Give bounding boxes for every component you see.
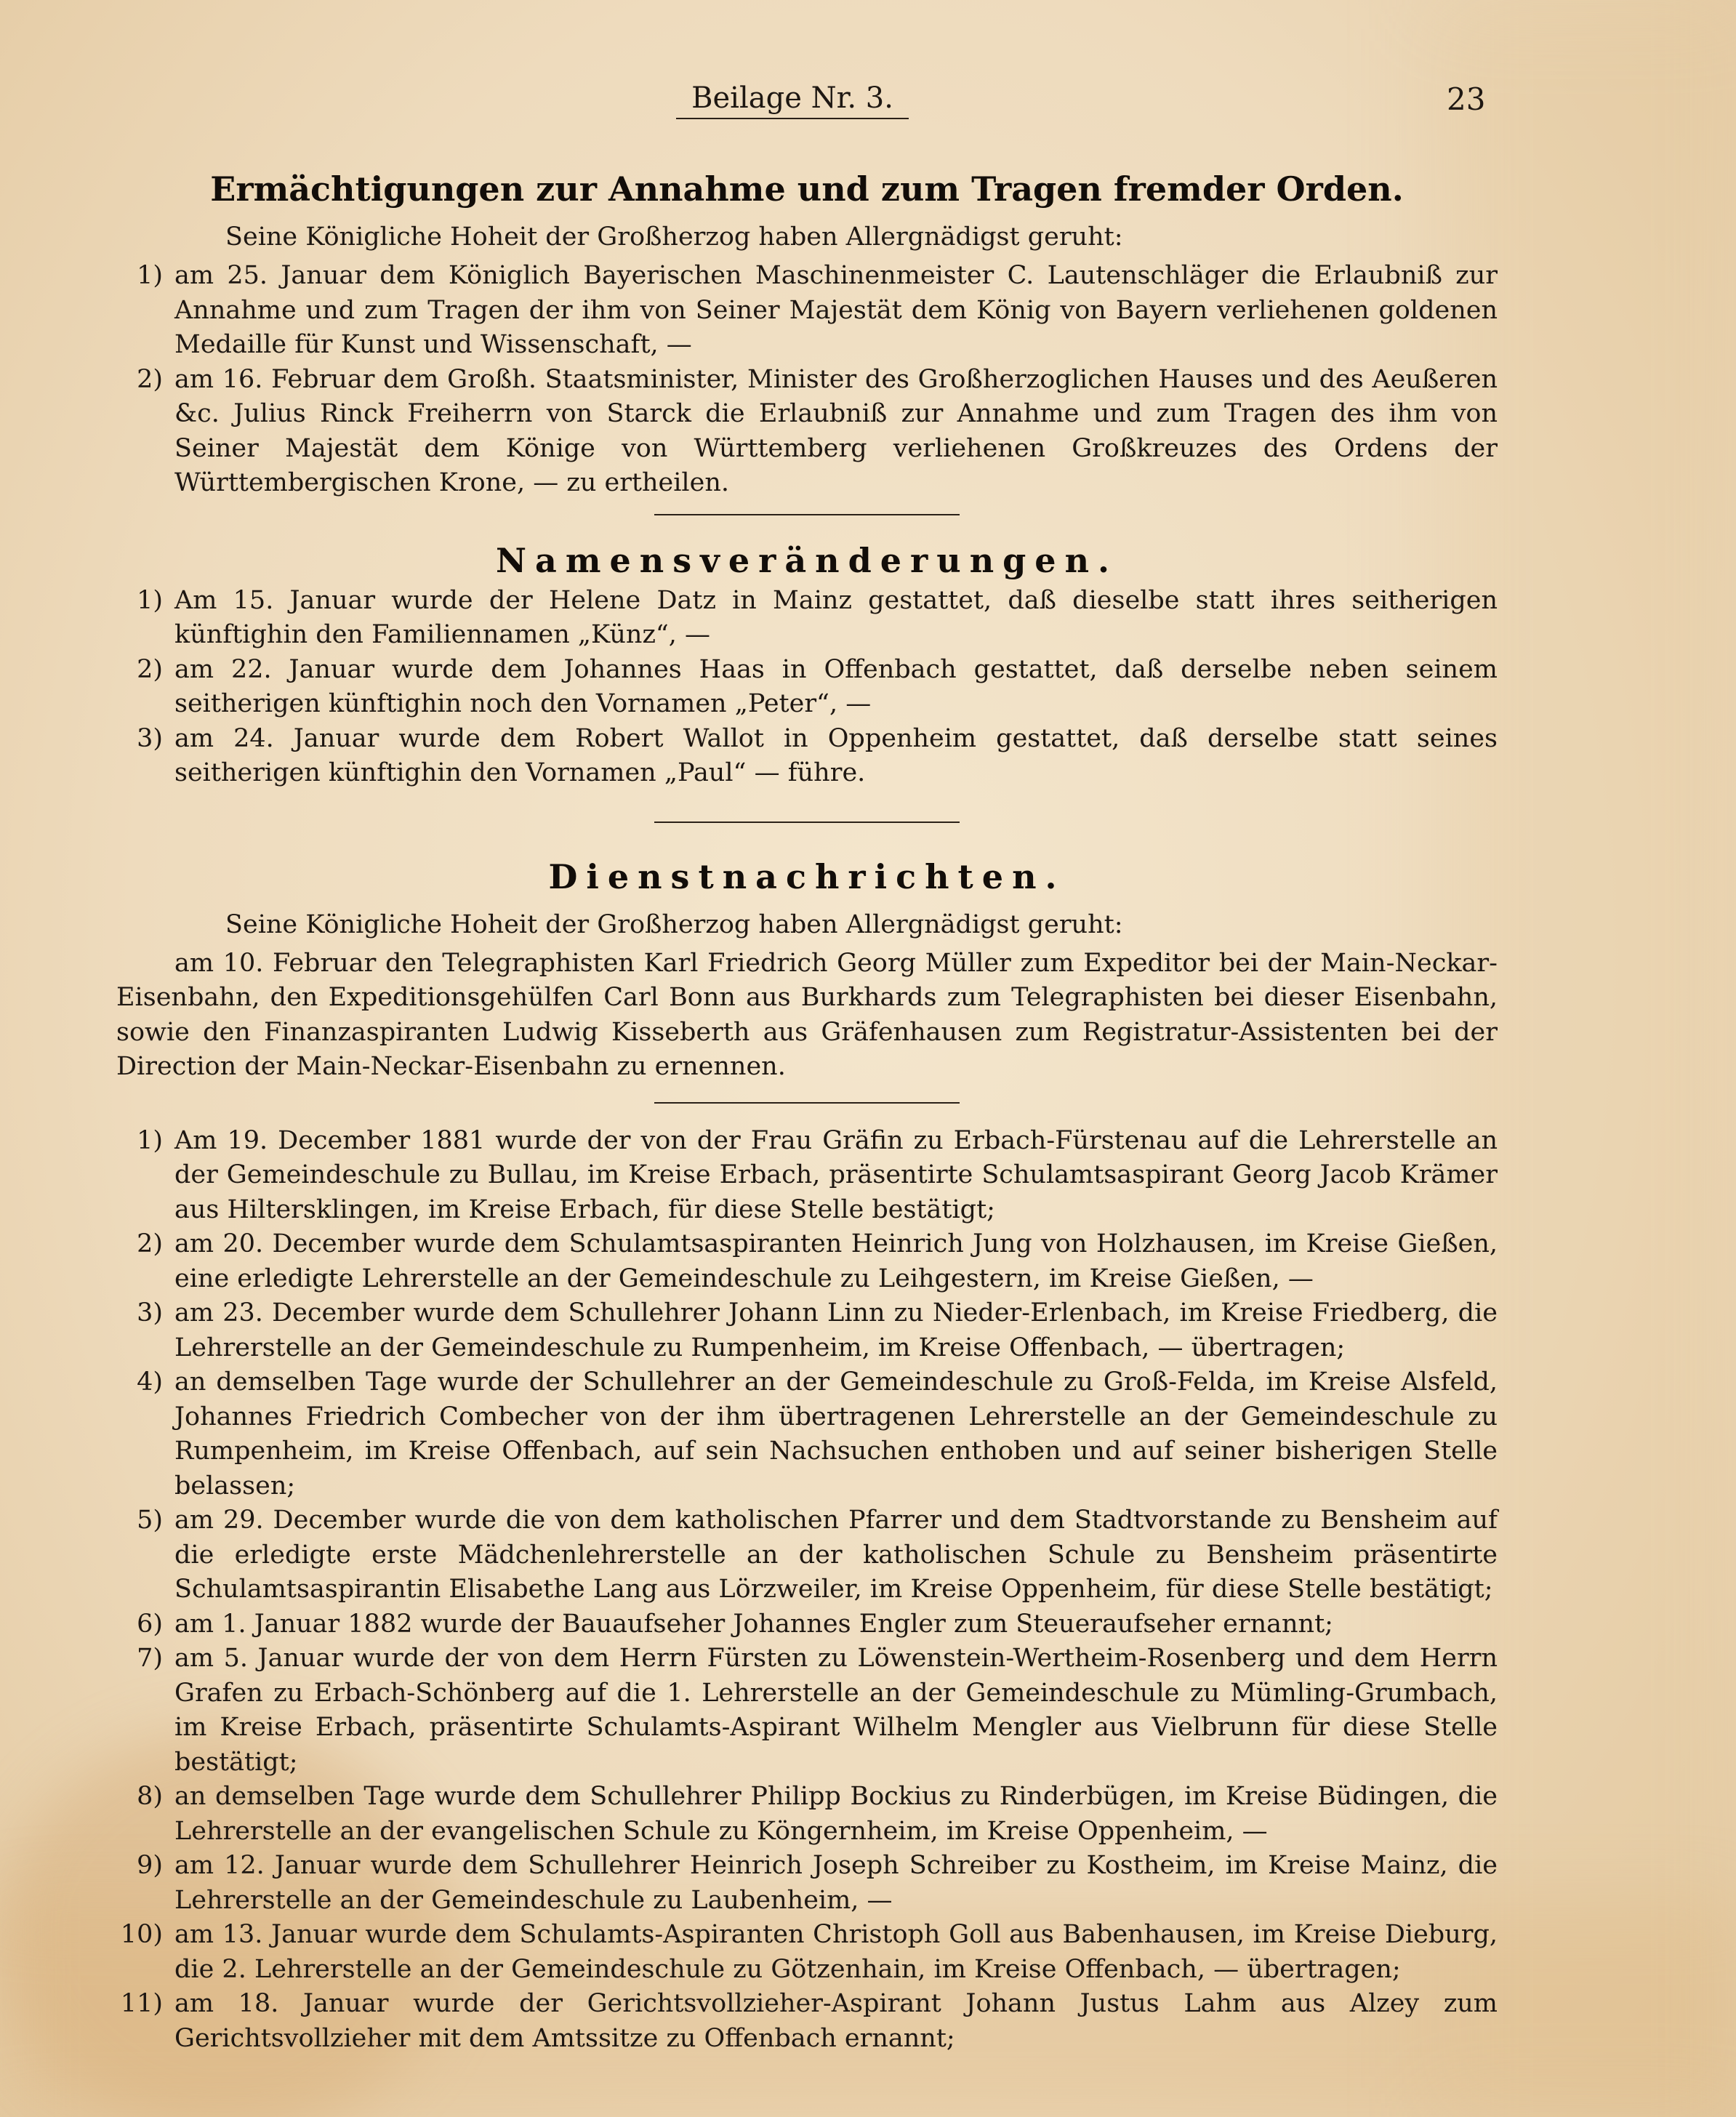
item-number: 1) (137, 1125, 163, 1155)
item-number: 4) (137, 1367, 163, 1397)
page-number: 23 (1447, 81, 1486, 117)
item-number: 9) (137, 1851, 163, 1880)
item-number: 1) (137, 585, 163, 615)
section-heading: Ermächtigungen zur Annahme und zum Tragen fremder Orden. (210, 169, 1404, 209)
item-text: am 20. December wurde dem Schulamtsaspiranten Heinrich Jung von Holzhausen, im Kreise Gießen, eine erledigte Lehrerstelle an der Gemeindeschule zu Leihgestern, im Kreise Gießen, — (174, 1229, 1498, 1293)
list-item (116, 653, 1498, 722)
section-divider (654, 1102, 960, 1104)
item-text: am 18. Januar wurde der Gerichtsvollzieher-Aspirant Johann Justus Lahm aus Alzey zum Gerichtsvollzieher mit dem Amtssitze zu Offenbach ernannt; (174, 1989, 1498, 2053)
list-item (116, 1987, 1498, 2056)
item-number: 1) (137, 261, 163, 290)
item-number: 3) (137, 1298, 163, 1327)
section-heading: Namensveränderungen. (495, 540, 1119, 580)
item-text: Am 19. December 1881 wurde der von der Frau Gräfin zu Erbach-Fürstenau auf die Lehrerstelle an der Gemeindeschule zu Bullau, im Kreise Erbach, präsentirte Schulamtsaspirant Georg Jacob Krämer aus Hiltersklingen, im Kreise Erbach, für diese Stelle bestätigt; (174, 1125, 1498, 1224)
section-heading: Dienstnachrichten. (548, 856, 1066, 896)
list-item (116, 1365, 1498, 1503)
item-number: 10) (120, 1920, 163, 1949)
section-schulnachrichten (116, 1124, 1498, 2057)
item-text: Am 15. Januar wurde der Helene Datz in Mainz gestattet, daß dieselbe statt ihres seitherigen künftighin den Familiennamen „Künz“, — (174, 585, 1498, 649)
item-text: an demselben Tage wurde dem Schullehrer Philipp Bockius zu Rinderbügen, im Kreise Büdingen, die Lehrerstelle an der evangelischen Schule zu Köngernheim, im Kreise Oppenheim, — (174, 1782, 1498, 1846)
list-item (116, 1780, 1498, 1849)
item-text: am 29. December wurde die von dem katholischen Pfarrer und dem Stadtvorstande zu Bensheim auf die erledigte erste Mädchenlehrerstelle an der katholischen Schule zu Bensheim präsentirte Schulamtsaspirantin Elisabethe Lang aus Lörzweiler, im Kreise Oppenheim, für diese Stelle bestätigt; (174, 1506, 1498, 1604)
list-item (116, 1124, 1498, 1228)
item-text: am 12. Januar wurde dem Schullehrer Heinrich Joseph Schreiber zu Kostheim, im Kreise Mainz, die Lehrerstelle an der Gemeindeschule zu Laubenheim, — (174, 1851, 1498, 1915)
item-number: 3) (137, 723, 163, 753)
item-text: am 5. Januar wurde der von dem Herrn Fürsten zu Löwenstein-Wertheim-Rosenberg und dem Herrn Grafen zu Erbach-Schönberg auf die 1. Lehrerstelle an der Gemeindeschule zu Mümling-Grumbach, im Kreise Erbach, präsentirte Schulamts-Aspirant Wilhelm Mengler aus Vielbrunn für diese Stelle bestätigt; (174, 1644, 1498, 1777)
item-number: 5) (137, 1506, 163, 1535)
item-text: am 22. Januar wurde dem Johannes Haas in Offenbach gestattet, daß derselbe neben seinem seitherigen künftighin noch den Vornamen „Peter“, — (174, 654, 1498, 718)
list-item (116, 259, 1498, 363)
section-divider (654, 822, 960, 823)
section-intro: Seine Königliche Hoheit der Großherzog haben Allergnädigst geruht: (225, 222, 1123, 252)
section-namensveraenderungen (116, 537, 1498, 791)
item-number: 11) (120, 1989, 163, 2018)
supplement-title: Beilage Nr. 3. (676, 81, 909, 119)
list-item (116, 722, 1498, 791)
item-text: am 23. December wurde dem Schullehrer Johann Linn zu Nieder-Erlenbach, im Kreise Friedberg, die Lehrerstelle an der Gemeindeschule zu Rumpenheim, im Kreise Offenbach, — übertragen; (174, 1298, 1498, 1362)
list-item (116, 1918, 1498, 1987)
item-number: 2) (137, 364, 163, 394)
item-text: an demselben Tage wurde der Schullehrer an der Gemeindeschule zu Groß-Felda, im Kreise Alsfeld, Johannes Friedrich Combecher von der ihm übertragenen Lehrerstelle an der Gemeindeschule zu Rumpenheim, im Kreise Offenbach, auf sein Nachsuchen enthoben und auf seiner bisherigen Stelle belassen; (174, 1367, 1498, 1501)
item-number: 2) (137, 1229, 163, 1258)
item-text: am 13. Januar wurde dem Schulamts-Aspiranten Christoph Goll aus Babenhausen, im Kreise Dieburg, die 2. Lehrerstelle an der Gemeindeschule zu Götzenhain, im Kreise Offenbach, — übertragen; (174, 1920, 1498, 1984)
list-item (116, 363, 1498, 501)
item-text: am 16. Februar dem Großh. Staatsminister, Minister des Großherzoglichen Hauses und des Aeußeren &c. Julius Rinck Freiherrn von Starck die Erlaubniß zur Annahme und zum Tragen des ihm von Seiner Majestät dem Könige von Württemberg verliehenen Großkreuzes des Ordens der Württembergischen Krone, — zu ertheilen. (174, 364, 1498, 497)
section-intro: Seine Königliche Hoheit der Großherzog haben Allergnädigst geruht: (225, 909, 1123, 939)
list-item (116, 1849, 1498, 1918)
list-item (116, 1642, 1498, 1780)
item-number: 6) (137, 1609, 163, 1639)
page-content (116, 166, 1498, 2056)
section-paragraph: am 10. Februar den Telegraphisten Karl Friedrich Georg Müller zum Expeditor bei der Main-Neckar-Eisenbahn, den Expeditionsgehülfen Carl Bonn aus Burkhards zum Telegraphisten bei dieser Eisenbahn, sowie den Finanzaspiranten Ludwig Kisseberth aus Gräfenhausen zum Registratur-Assistenten bei der Direction der Main-Neckar-Eisenbahn zu ernennen. (116, 948, 1498, 1081)
item-text: am 1. Januar 1882 wurde der Bauaufseher Johannes Engler zum Steueraufseher ernannt; (174, 1609, 1333, 1639)
list-item (116, 1296, 1498, 1365)
list-item (116, 1503, 1498, 1607)
section-divider (654, 514, 960, 515)
item-text: am 25. Januar dem Königlich Bayerischen Maschinenmeister C. Lautenschläger die Erlaubniß zur Annahme und zum Tragen der ihm von Seiner Majestät dem König von Bayern verliehenen goldenen Medaille für Kunst und Wissenschaft, — (174, 261, 1498, 359)
list-item (116, 1227, 1498, 1296)
section-dienstnachrichten (116, 853, 1498, 1085)
running-head (0, 81, 1736, 128)
section-orden (116, 166, 1498, 501)
item-number: 7) (137, 1644, 163, 1673)
item-text: am 24. Januar wurde dem Robert Wallot in Oppenheim gestattet, daß derselbe statt seines seitherigen künftighin den Vornamen „Paul“ — führe. (174, 723, 1498, 787)
list-item (116, 1607, 1498, 1642)
list-item (116, 584, 1498, 653)
item-number: 2) (137, 654, 163, 684)
item-number: 8) (137, 1782, 163, 1811)
